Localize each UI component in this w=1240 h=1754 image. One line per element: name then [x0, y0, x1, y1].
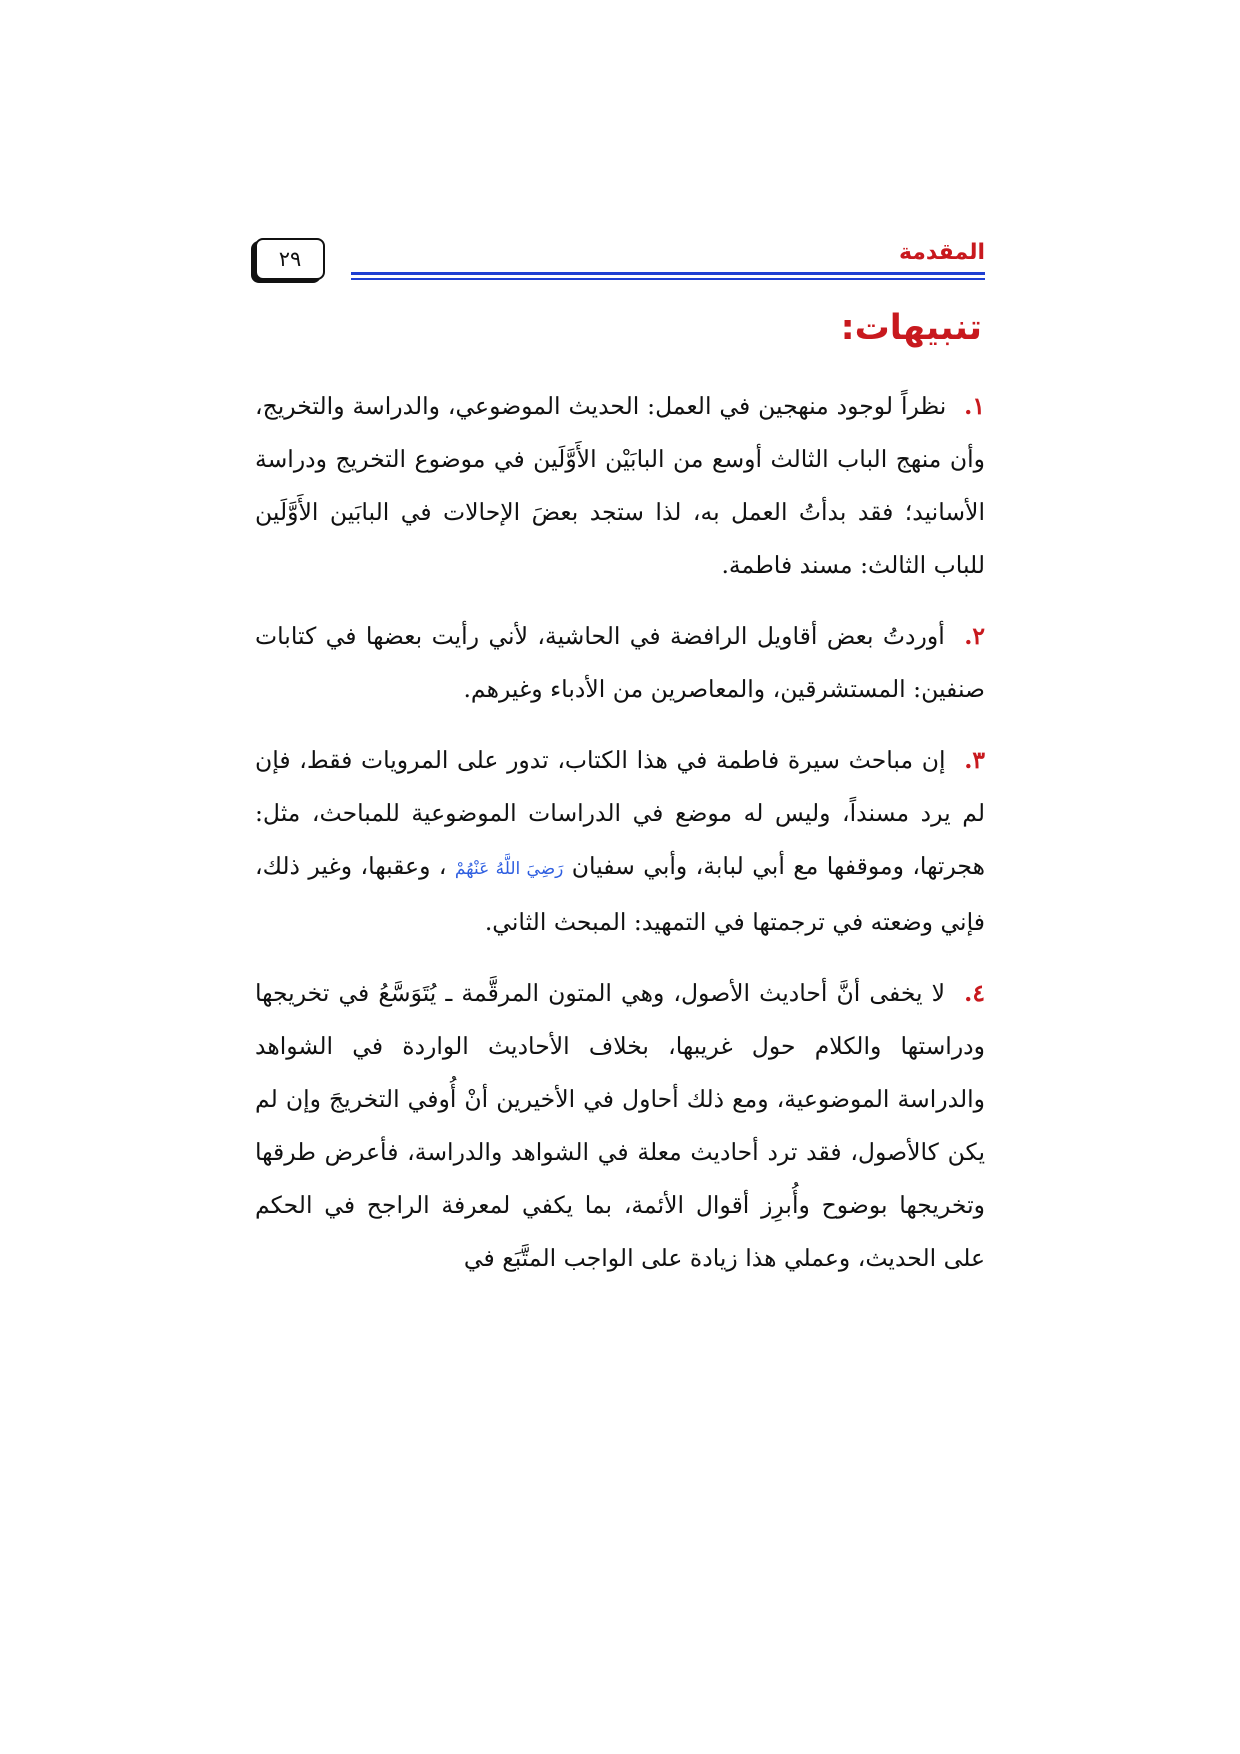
note-paragraph: [255, 610, 985, 716]
note-text-continued: ، وعقبها، وغير ذلك، فإني وضعته في ترجمتها في التمهيد: المبحث الثاني.: [255, 852, 985, 936]
note-number: ٤.: [964, 979, 985, 1007]
page-number: ٢٩: [255, 238, 325, 280]
note-text: أوردتُ بعض أقاويل الرافضة في الحاشية، لأني رأيت بعضها في كتابات صنفين: المستشرقين، والمعاصرين من الأدباء وغيرهم.: [255, 622, 985, 703]
note-number: ٢.: [964, 622, 985, 650]
note-text: لا يخفى أنَّ أحاديث الأصول، وهي المتون المرقَّمة ـ يُتَوَسَّعُ في تخريجها ودراستها والكلام حول غريبها، بخلاف الأحاديث الواردة في الشواهد والدراسة الموضوعية، ومع ذلك أحاول في الأخيرين أنْ أُوفي التخريجَ وإن لم يكن كالأصول، فقد ترد أحاديث معلة في الشواهد والدراسة، فأعرض طرقها وتخريجها بوضوح وأُبرِز أقوال الأئمة، بما يكفي لمعرفة الراجح في الحكم على الحديث، وعملي هذا زيادة على الواجب المتَّبَع في: [255, 979, 985, 1272]
section-heading: تنبيهات:: [840, 308, 982, 348]
honorific-formula: رَضِيَ اللَّهُ عَنْهُمْ: [454, 859, 564, 879]
header-rule-thick: [351, 272, 985, 275]
note-paragraph: [255, 967, 985, 1285]
header-rule-thin: [351, 278, 985, 280]
note-text: نظراً لوجود منهجين في العمل: الحديث الموضوعي، والدراسة والتخريج، وأن منهج الباب الثالث أوسع من البابَيْن الأَوَّلَين في موضوع التخريج ودراسة الأسانيد؛ فقد بدأتُ العمل به، لذا ستجد بعضَ الإحالات في البابَين الأَوَّلَين للباب الثالث: مسند فاطمة.: [255, 392, 985, 579]
page-header: [255, 236, 985, 292]
note-paragraph: [255, 380, 985, 592]
notes-body: [255, 380, 985, 1303]
note-number: ٣.: [964, 746, 985, 774]
note-text: إن مباحث سيرة فاطمة في هذا الكتاب، تدور على المرويات فقط، فإن لم يرد مسنداً، وليس له موضع في الدراسات الموضوعية للمباحث، مثل: هجرتها، وموقفها مع أبي لبابة، وأبي سفيان: [255, 746, 985, 880]
note-number: ١.: [964, 392, 985, 420]
note-paragraph: [255, 734, 985, 949]
chapter-title: المقدمة: [898, 240, 985, 265]
